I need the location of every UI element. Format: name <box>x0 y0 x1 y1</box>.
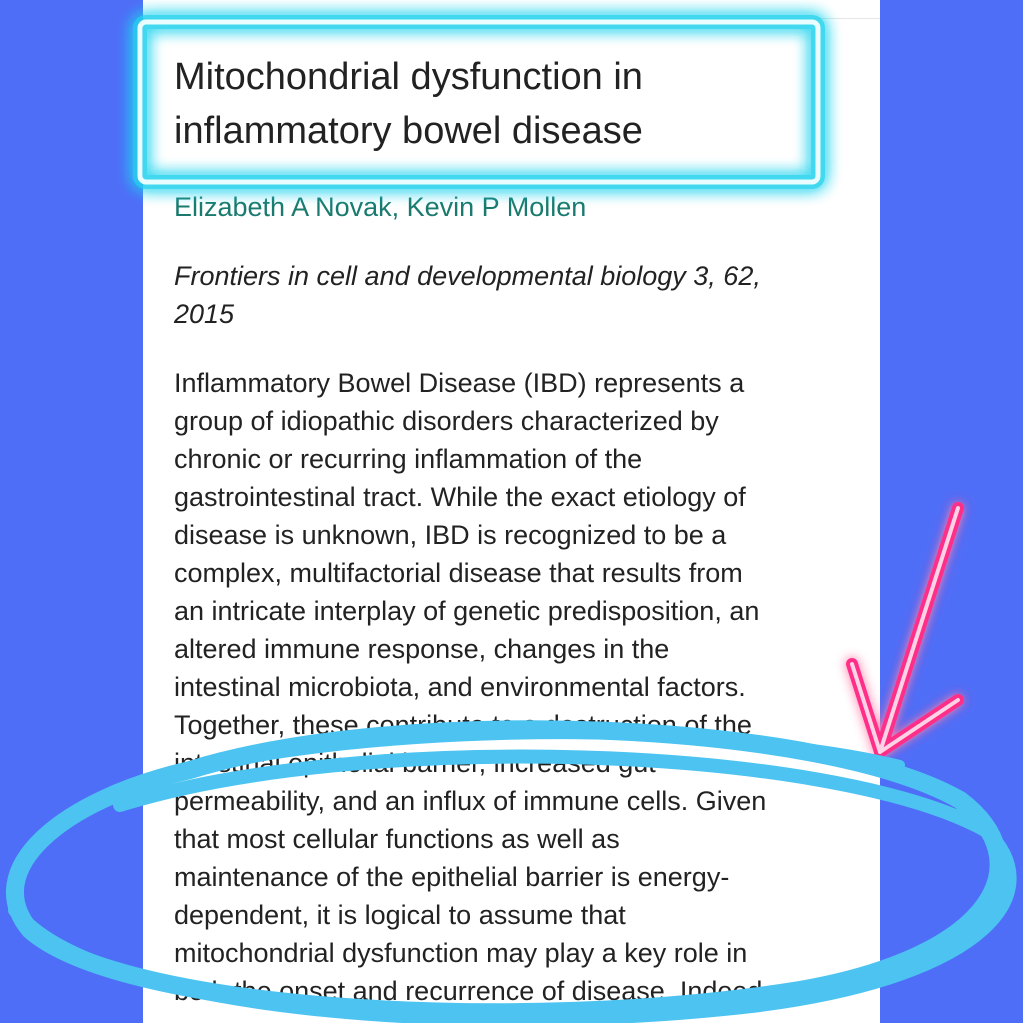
abstract-line: intestinal epithelial barrier, increased gut <box>174 748 656 778</box>
paper-page <box>143 0 880 1023</box>
paper-abstract <box>174 364 864 1010</box>
paper-journal <box>174 257 854 333</box>
abstract-line: altered immune response, changes in the <box>174 634 670 664</box>
abstract-line: gastrointestinal tract. While the exact etiology of <box>174 482 746 512</box>
abstract-line: group of idiopathic disorders characterized by <box>174 406 719 436</box>
abstract-line: intestinal microbiota, and environmental factors. <box>174 672 746 702</box>
abstract-line: Together, these contribute to a destruction of the <box>174 710 752 740</box>
abstract-line: dependent, it is logical to assume that <box>174 900 626 930</box>
abstract-line: mitochondrial dysfunction may play a key role in <box>174 938 748 968</box>
journal-line-1: Frontiers in cell and developmental biology 3, 62, <box>174 261 761 291</box>
abstract-line: complex, multifactorial disease that results from <box>174 558 743 588</box>
abstract-line: disease is unknown, IBD is recognized to be a <box>174 520 727 550</box>
abstract-line: maintenance of the epithelial barrier is energy- <box>174 862 730 892</box>
top-divider <box>143 18 880 19</box>
abstract-line: permeability, and an influx of immune cells. Given <box>174 786 767 816</box>
paper-authors[interactable]: Elizabeth A Novak, Kevin P Mollen <box>174 192 587 222</box>
title-line-1: Mitochondrial dysfunction in <box>174 56 643 98</box>
abstract-line: that most cellular functions as well as <box>174 824 620 854</box>
paper-title[interactable] <box>174 50 824 158</box>
journal-line-2: 2015 <box>174 299 235 329</box>
abstract-line: Inflammatory Bowel Disease (IBD) represents a <box>174 368 745 398</box>
abstract-line: both the onset and recurrence of disease. Indeed <box>174 976 763 1006</box>
abstract-line: chronic or recurring inflammation of the <box>174 444 643 474</box>
title-line-2: inflammatory bowel disease <box>174 110 643 152</box>
abstract-line: an intricate interplay of genetic predisposition, an <box>174 596 760 626</box>
